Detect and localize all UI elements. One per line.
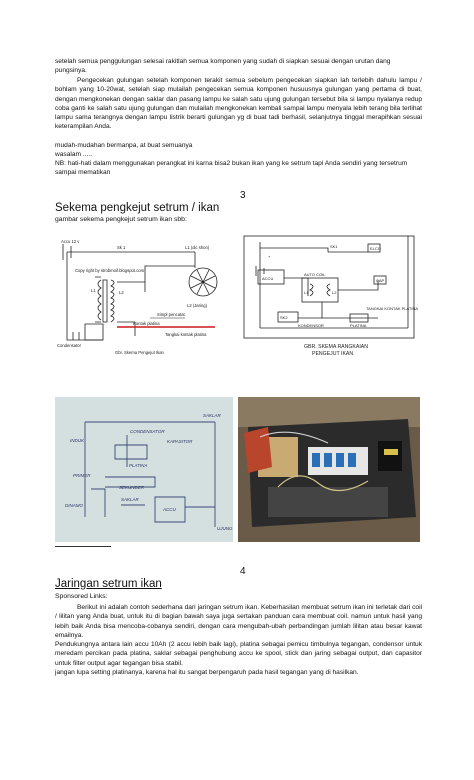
d2-kondensor: KONDENSOR [298,323,324,328]
d2-sk2: SK2 [280,315,288,320]
section-3-title: Sekema pengkejut setrum / ikan [55,202,220,214]
section-4-title: Jaringan setrum ikan [55,578,162,590]
sponsored-links-label: Sponsored Links: [55,593,108,600]
sketch-induk: INDUK [70,438,85,443]
d1-caption: Gbr. Skema Pengejut Ikan [115,350,164,355]
sketch-kapasitor: KAPASITOR [167,439,193,444]
d1-kontak-label: Kontak platina [133,321,160,326]
sketch-sekunder: SEKUNDER [119,485,145,490]
intro-paragraph-1: setelah semua penggulungan selesai rakitlah semua komponen yang sudah di siapkan sesuai dengan urutan dang pungsinya. [55,58,391,75]
sketch-accu: ACCU [163,507,176,512]
sketch-dinamo: DINAMO [65,503,83,508]
page-number-4: 4 [240,566,246,577]
sketch-saklar-top: SAKLAR [203,413,221,418]
d1-simpul-label: Simpl pencatat [157,312,185,317]
d2-accu: ACCU [262,276,274,281]
d2-cap: CAP [376,278,385,283]
section-divider [55,546,111,547]
d1-l2-coil: L2 [119,290,124,295]
section-4-paragraph-3: jangan lupa setting platinanya, karena hal itu sangat berpengaruh pada hasil tegangan yang di hasilkan. [55,669,359,676]
d2-caption-2: PENGEJUT IKAN [312,351,354,357]
d1-l2-label: L2 (Jaring) [187,303,208,308]
sketch-ujung: UJUNG [217,526,233,531]
section-4-paragraph-1: Berikut ini adalah contoh sederhana dari jaringan setrum ikan. Keberhasilan membuat setrum ikan ini terletak dari coil / lilitan yang Anda buat, untuk itu di bagian bawah saya juga sertakan panduan cara membuat coil. namun untuk hasil yang lebih baik Anda bisa mencoba-cobanya sendiri, dengan cara mengubah-ubah perbandingan jumlah lilitan atau besar kawat emailnya. [55,604,422,639]
d2-caption-1: GBR. SKEMA RANGKAIAN [304,344,368,350]
d1-l1-label: L1 (dic shon) [185,245,210,250]
d1-tangkai-label: Tangkai kontak platina [165,332,207,337]
sketch-platina: PLATINA [129,463,148,468]
device-photo [238,397,420,542]
d1-copyright: Copy right by strobmoif.blogspot.com [75,268,145,273]
d2-l2: L2 [332,290,337,295]
d2-sk1: SK1 [330,244,338,249]
d1-sk1-label: Sk 1 [117,245,126,250]
intro-paragraph-4: wasalam ..... [55,151,93,158]
page-number-3: 3 [240,190,246,201]
d2-platina: PLATINA [350,323,367,328]
sketch-photo [55,397,233,542]
intro-note: NB: hati-hati dalam menggunakan perangkat ini karna bisa2 bukan ikan yang ke setrum tapi Anda sendiri yang tersetrum sampai mematikan [55,160,408,177]
sketch-condensator: CONDENSATOR [130,429,165,434]
d2-tangkai: TANGKAI KONTAK PLATINA [366,306,419,311]
d1-l1-coil: L1 [91,288,96,293]
diagram-pengejut-2 [238,232,420,367]
d2-l1: L1 [304,290,309,295]
sketch-primer: PRIMER [73,473,91,478]
d2-elko: ELCO [370,246,381,251]
sketch-saklar: SAKLAR [121,497,139,502]
d1-accu-label: Accu 12 v [61,239,80,244]
section-4-paragraph-2: Pendukungnya antara lain accu 10Ah (2 accu lebih baik lagi), platina sebagai pemicu timbulnya tegangan, condensor untuk meredam percikan pada platina, saklar sebagai penghubung accu ke spool, stick dan jaring sebagai output, dan capasitor untuk filter output agar tegangan bisa stabil. [55,641,422,667]
intro-paragraph-3: mudah-mudahan bermanpa, at buat semuanya [55,142,193,149]
section-3-subtitle: gambar sekema pengkejut setrum ikan sbb: [55,216,187,223]
d2-auto-coil: AUTO COIL [304,272,326,277]
d2-plus: + [268,254,271,259]
diagram-pengejut-1 [55,232,230,367]
d1-kondensator-label: Condensator [57,343,81,348]
intro-paragraph-2: Pengecekan gulungan setelah komponen terakit semua sebelum pengecekan siapkan lah terlebih dahulu lampu / bohlam yang 10-20wat, setelah siap mulailah pengecekan semua komponen husuusnya gulungan yang pertama di buat, dengan mengkonekan dengan saklar dan pasang lampu ke salah satu ujung gulungan tersebut bila si lampu nyalanya redup coba ganti ke salah satu ujung gulungan dan mulailah mengkonekan kembali sampai lampu menyala lebih terang bila terlihat lampu sama terangnya dengan lampu listrik berarti gulungan yg di buat tadi berhasil, selanjutnya tinggal merapihkan sesuai keterampilan Anda. [55,77,422,131]
